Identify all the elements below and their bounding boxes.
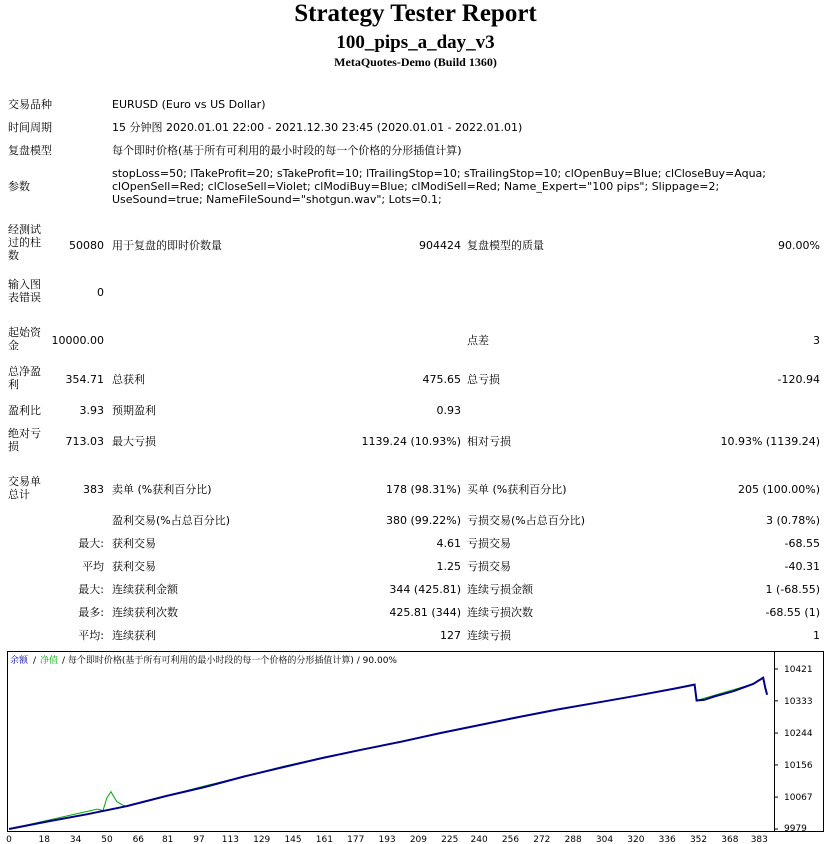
quality-value: 90.00% (778, 239, 820, 252)
y-tick-label: 10421 (784, 665, 813, 675)
params-label: 参数 (8, 180, 30, 193)
netprofit-value: 354.71 (65, 373, 104, 386)
period-value: 15 分钟图 2020.01.01 22:00 - 2021.12.30 23:45 (2020.01.01 - 2022.01.01) (112, 121, 523, 134)
grossprofit-value: 475.65 (422, 373, 461, 386)
maxdd-value: 1139.24 (10.93%) (361, 435, 461, 448)
average-loss-label: 亏损交易 (467, 560, 511, 573)
grossloss-value: -120.94 (777, 373, 820, 386)
y-tick-label: 10333 (784, 696, 813, 707)
netprofit-label: 总净盈利 (8, 365, 41, 391)
maxconsval-losses-value: -68.55 (1) (765, 606, 820, 619)
x-tick-label: 336 (658, 835, 676, 844)
spread-label: 点差 (467, 334, 489, 347)
x-tick-label: 177 (347, 835, 365, 844)
ea-name: 100_pips_a_day_v3 (336, 32, 495, 53)
short-value: 178 (98.31%) (385, 483, 461, 496)
deposit-label: 起始资金 (8, 326, 41, 352)
maxconsval-losses-label: 连续亏损次数 (467, 606, 533, 619)
symbol-label: 交易品种 (8, 98, 52, 111)
avgcons-wins-value: 127 (440, 629, 461, 642)
reldd-value: 10.93% (1139.24) (720, 435, 820, 448)
bars-value: 50080 (69, 239, 104, 252)
quality-label: 复盘模型的质量 (467, 239, 544, 252)
legend-sep: / (33, 656, 37, 666)
maxconsval-label: 最多: (78, 606, 104, 619)
x-tick-label: 81 (161, 835, 174, 844)
x-tick-label: 161 (315, 835, 333, 844)
x-tick-label: 256 (501, 835, 520, 844)
average-profit-value: 1.25 (436, 560, 461, 573)
largest-profit-label: 获利交易 (112, 537, 156, 550)
model-value: 每个即时价格(基于所有可利用的最小时段的每一个价格的分形插值计算) (112, 144, 462, 157)
x-tick-label: 129 (253, 835, 271, 844)
long-value: 205 (100.00%) (737, 483, 820, 496)
absdd-value: 713.03 (65, 435, 104, 448)
absdd-label: 绝对亏损 (8, 427, 41, 453)
x-tick-label: 209 (409, 835, 428, 844)
build-info: MetaQuotes-Demo (Build 1360) (334, 55, 497, 69)
avgcons-losses-value: 1 (813, 629, 820, 642)
grossloss-label: 总亏损 (467, 373, 500, 386)
x-tick-label: 320 (627, 835, 645, 844)
largest-loss-label: 亏损交易 (467, 537, 511, 550)
reldd-label: 相对亏损 (467, 435, 511, 448)
trades-label: 交易单总计 (8, 475, 41, 501)
maxconsval-wins-label: 连续获利次数 (112, 606, 178, 619)
x-tick-label: 352 (689, 835, 708, 844)
profit-trades-label: 盈利交易(%占总百分比) (112, 514, 231, 527)
params-value: stopLoss=50; lTakeProfit=20; sTakeProfit=10; lTrailingStop=10; sTrailingStop=10; clOpenBuy=Blue; clCloseBuy=Aqua; clOpenSell=Red; clCloseSell=Violet; clModiBuy=Blue; clModiSell=Red; Name_Expert="100 pips"; Slippage=2; UseSound=true; NameFileSound="shotgun.wav"; Lots=0.1; (112, 167, 767, 206)
ticks-value: 904424 (419, 239, 461, 252)
maxconsval-wins-value: 425.81 (344) (389, 606, 461, 619)
model-label: 复盘模型 (8, 144, 52, 157)
loss-trades-label: 亏损交易(%占总百分比) (467, 514, 586, 527)
x-ticks (6, 835, 768, 844)
pf-value: 3.93 (79, 404, 104, 417)
x-tick-label: 193 (378, 835, 396, 844)
bars-label: 经测试过的柱数 (8, 223, 41, 262)
avgcons-losses-label: 连续亏损 (467, 629, 511, 642)
expected-label: 预期盈利 (112, 404, 156, 417)
average-label: 平均 (82, 560, 104, 573)
maxcons-wins-value: 344 (425.81) (389, 583, 461, 596)
period-label: 时间周期 (8, 121, 52, 134)
grossprofit-label: 总获利 (112, 373, 145, 386)
x-tick-label: 97 (193, 835, 205, 844)
x-tick-label: 288 (564, 835, 582, 844)
x-tick-label: 240 (470, 835, 488, 844)
x-tick-label: 50 (101, 835, 113, 844)
loss-trades-value: 3 (0.78%) (765, 514, 820, 527)
report-title: Strategy Tester Report (294, 0, 537, 27)
maxcons-losses-value: 1 (-68.55) (765, 583, 820, 596)
maxcons-wins-label: 连续获利金额 (112, 583, 178, 596)
x-tick-label: 145 (284, 835, 302, 844)
long-label: 买单 (%获利百分比) (467, 483, 567, 496)
maxcons-losses-label: 连续亏损金额 (467, 583, 533, 596)
x-tick-label: 225 (441, 835, 459, 844)
avgcons-wins-label: 连续获利 (112, 629, 156, 642)
largest-profit-value: 4.61 (436, 537, 461, 550)
ticks-label: 用于复盘的即时价数量 (112, 239, 222, 252)
short-label: 卖单 (%获利百分比) (112, 483, 212, 496)
largest-label: 最大: (78, 537, 104, 550)
y-tick-label: 10156 (784, 760, 813, 771)
legend-equity: 净值 (40, 656, 59, 666)
errors-value: 0 (97, 286, 104, 299)
symbol-value: EURUSD (Euro vs US Dollar) (112, 98, 266, 111)
y-tick-label: 10067 (784, 793, 813, 804)
x-tick-label: 383 (750, 835, 768, 844)
balance-chart (6, 651, 824, 844)
maxcons-label: 最大: (78, 583, 104, 596)
x-tick-label: 368 (721, 835, 739, 844)
spread-value: 3 (813, 334, 820, 347)
average-profit-label: 获利交易 (112, 560, 156, 573)
x-tick-label: 113 (221, 835, 239, 844)
legend-balance: 余额 (10, 656, 29, 666)
expected-value: 0.93 (436, 404, 461, 417)
x-tick-label: 18 (38, 835, 50, 844)
y-tick-label: 10244 (784, 729, 813, 740)
pf-label: 盈利比 (8, 404, 41, 417)
x-tick-label: 304 (595, 835, 614, 844)
legend-rest: / 每个即时价格(基于所有可利用的最小时段的每一个价格的分形插值计算) / 90.00% (62, 656, 397, 666)
y-tick-label: 9979 (784, 824, 807, 834)
x-tick-label: 0 (6, 835, 12, 844)
balance-chart-svg (7, 651, 824, 844)
x-tick-label: 66 (132, 835, 145, 844)
trades-value: 383 (83, 483, 104, 496)
deposit-value: 10000.00 (51, 334, 104, 347)
profit-trades-value: 380 (99.22%) (385, 514, 461, 527)
maxdd-label: 最大亏损 (112, 435, 156, 448)
largest-loss-value: -68.55 (784, 537, 820, 550)
average-loss-value: -40.31 (784, 560, 820, 573)
errors-label: 输入图表错误 (8, 278, 41, 304)
avgcons-label: 平均: (78, 629, 104, 642)
x-tick-label: 272 (533, 835, 551, 844)
x-tick-label: 34 (69, 835, 82, 844)
